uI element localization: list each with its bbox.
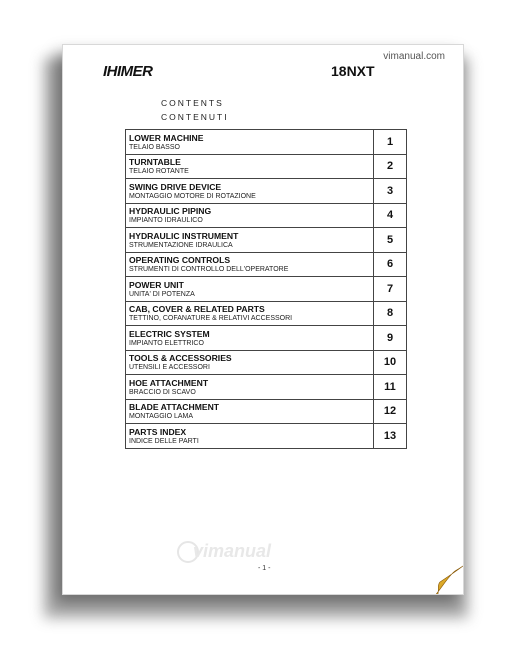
toc-title-english: HOE ATTACHMENT	[129, 377, 209, 388]
toc-title-italian: TELAIO ROTANTE	[129, 168, 189, 176]
toc-title-english: POWER UNIT	[129, 279, 184, 290]
toc-title-cell	[126, 424, 374, 448]
toc-row	[126, 400, 406, 425]
toc-row	[126, 130, 406, 155]
toc-title-cell	[126, 253, 374, 277]
toc-row	[126, 277, 406, 302]
toc-title-cell	[126, 204, 374, 228]
toc-title-english: HYDRAULIC PIPING	[129, 206, 212, 217]
toc-section-number: 7	[386, 282, 394, 295]
site-watermark: vimanual.com	[383, 51, 445, 62]
toc-title-italian: INDICE DELLE PARTI	[129, 437, 199, 445]
toc-title-cell	[126, 302, 374, 326]
toc-section-number: 5	[386, 233, 394, 246]
toc-row	[126, 424, 406, 448]
toc-section-number: 2	[386, 160, 394, 173]
toc-row	[126, 228, 406, 253]
toc-title-english: TURNTABLE	[129, 157, 181, 168]
toc-row	[126, 204, 406, 229]
toc-title-english: ELECTRIC SYSTEM	[129, 328, 210, 339]
watermark-text: vimanual	[193, 541, 272, 561]
toc-title-cell	[126, 130, 374, 154]
toc-title-english: CAB, COVER & RELATED PARTS	[129, 304, 265, 315]
toc-section-number: 13	[383, 429, 397, 442]
toc-section-number: 4	[386, 209, 394, 222]
toc-title-cell	[126, 375, 374, 399]
toc-title-cell	[126, 179, 374, 203]
toc-section-number: 10	[383, 356, 397, 369]
toc-title-english: OPERATING CONTROLS	[129, 255, 231, 266]
toc-title-italian: MONTAGGIO MOTORE DI ROTAZIONE	[129, 192, 256, 200]
vimanual-watermark	[171, 541, 271, 562]
page-number: - 1 -	[258, 565, 271, 572]
toc-section-number: 9	[386, 331, 394, 344]
contents-heading: CONTENTS	[161, 98, 224, 108]
toc-row	[126, 375, 406, 400]
toc-title-english: PARTS INDEX	[129, 426, 187, 437]
toc-title-italian: UNITA' DI POTENZA	[129, 290, 195, 298]
toc-title-cell	[126, 351, 374, 375]
toc-row	[126, 302, 406, 327]
toc-row	[126, 351, 406, 376]
toc-section-number: 11	[384, 380, 396, 393]
toc-section-number: 1	[386, 135, 394, 148]
toc-title-english: SWING DRIVE DEVICE	[129, 181, 222, 192]
toc-title-english: TOOLS & ACCESSORIES	[129, 353, 232, 364]
toc-title-cell	[126, 400, 374, 424]
toc-title-italian: TELAIO BASSO	[129, 143, 180, 151]
toc-section-number: 8	[386, 307, 394, 320]
model-name: 18NXT	[331, 63, 375, 79]
toc-section-number: 6	[386, 258, 394, 271]
document-page	[62, 44, 464, 595]
table-of-contents	[125, 129, 407, 449]
toc-title-english: BLADE ATTACHMENT	[129, 402, 220, 413]
toc-row	[126, 155, 406, 180]
toc-title-english: HYDRAULIC INSTRUMENT	[129, 230, 239, 241]
toc-title-italian: STRUMENTAZIONE IDRAULICA	[129, 241, 233, 249]
page-curl-icon	[385, 507, 464, 595]
toc-title-italian: IMPIANTO IDRAULICO	[129, 217, 203, 225]
toc-title-cell	[126, 277, 374, 301]
contents-heading-italian: CONTENUTI	[161, 112, 229, 122]
brand-logo: IHIMER	[103, 63, 153, 80]
toc-title-cell	[126, 326, 374, 350]
toc-title-italian: BRACCIO DI SCAVO	[129, 388, 196, 396]
toc-section-number: 12	[383, 405, 397, 418]
toc-title-cell	[126, 155, 374, 179]
toc-title-italian: MONTAGGIO LAMA	[129, 413, 194, 421]
toc-section-number: 3	[386, 184, 394, 197]
toc-title-italian: TETTINO, COFANATURE & RELATIVI ACCESSORI	[129, 315, 293, 323]
toc-row	[126, 326, 406, 351]
toc-title-italian: UTENSILI E ACCESSORI	[129, 364, 210, 372]
toc-title-cell	[126, 228, 374, 252]
toc-title-italian: STRUMENTI DI CONTROLLO DELL'OPERATORE	[129, 266, 289, 274]
toc-title-italian: IMPIANTO ELETTRICO	[129, 339, 204, 347]
toc-row	[126, 253, 406, 278]
toc-row	[126, 179, 406, 204]
toc-title-english: LOWER MACHINE	[129, 132, 204, 143]
